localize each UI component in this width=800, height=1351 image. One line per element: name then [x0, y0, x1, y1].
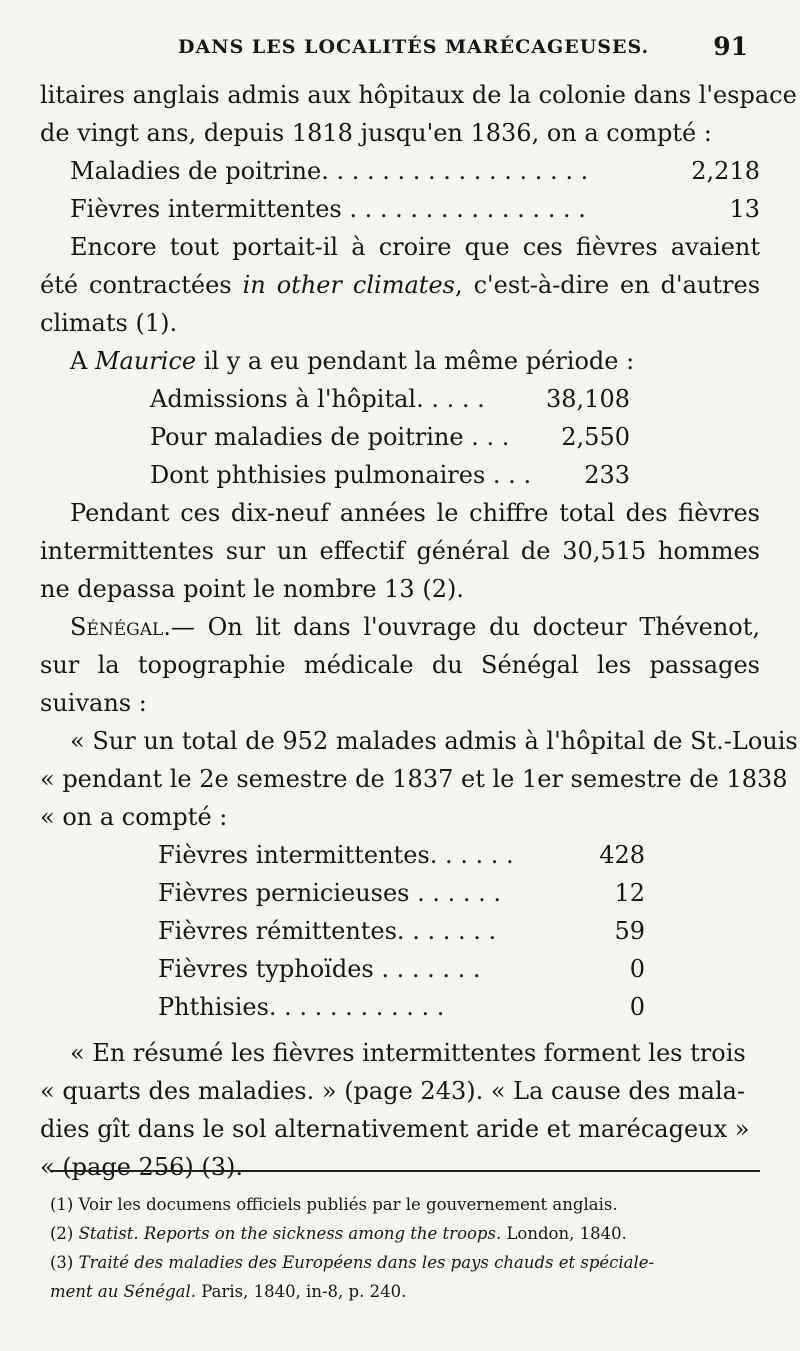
list-item-label: Fièvres intermittentes . . . . . . . . . . . . . . . . — [70, 195, 586, 223]
list-item-value: 0 — [629, 955, 645, 983]
paragraph-maurice: A Maurice il y a eu pendant la même période : — [70, 347, 635, 375]
list-item — [40, 874, 760, 912]
quotation-summary — [40, 1034, 760, 1186]
list-item — [40, 152, 760, 190]
list-item-value: 0 — [629, 993, 645, 1021]
list-item-value: 38,108 — [546, 385, 630, 413]
list-item — [40, 988, 760, 1026]
page-number: 91 — [713, 32, 748, 61]
footnotes — [50, 1190, 770, 1306]
list-item — [40, 836, 760, 874]
list-item-label: Fièvres typhoïdes . . . . . . . — [158, 955, 481, 983]
page-header — [0, 30, 800, 70]
quote-line: dies gît dans le sol alternativement aride et marécageux » — [40, 1115, 750, 1143]
list-item-label: Maladies de poitrine. . . . . . . . . . . . . . . . . . — [70, 157, 589, 185]
list-item — [40, 912, 760, 950]
paragraph-continued — [40, 76, 797, 152]
list-item-value: 2,550 — [561, 423, 630, 451]
quote-line: « En résumé les fièvres intermittentes forment les trois — [70, 1039, 746, 1067]
footnote-2: (2) Statist. Reports on the sickness among the troops. London, 1840. — [50, 1224, 627, 1243]
list-item-value: 13 — [729, 195, 760, 223]
list-item-value: 12 — [614, 879, 645, 907]
list-item-value: 2,218 — [691, 157, 760, 185]
list-item-label: Fièvres rémittentes. . . . . . . — [158, 917, 497, 945]
paragraph-nineteen-years: Pendant ces dix-neuf années le chiffre total des fièvres intermittentes sur un effectif général de 30,515 hommes ne depassa point le nombre 13 (2). — [40, 499, 760, 603]
quote-line: « quarts des maladies. » (page 243). « La cause des mala- — [40, 1077, 746, 1105]
list-item — [40, 418, 760, 456]
page-body — [40, 76, 798, 1186]
list-item-label: Pour maladies de poitrine . . . — [150, 423, 510, 451]
section-heading-senegal: Sénégal. — [70, 613, 171, 641]
footnote-3-continued: ment au Sénégal. Paris, 1840, in-8, p. 240. — [50, 1282, 407, 1301]
quote-line: « pendant le 2e semestre de 1837 et le 1er semestre de 1838 — [40, 765, 788, 793]
list-item — [40, 950, 760, 988]
list-item — [40, 190, 760, 228]
list-item-value: 428 — [599, 841, 645, 869]
list-item — [40, 456, 760, 494]
list-item-value: 233 — [584, 461, 630, 489]
statistics-list-maurice — [40, 380, 760, 494]
statistics-list-colony — [40, 152, 760, 228]
list-item-label: Fièvres pernicieuses . . . . . . — [158, 879, 502, 907]
italic-phrase: in other climates — [242, 271, 455, 299]
list-item-label: Fièvres intermittentes. . . . . . — [158, 841, 514, 869]
text-line: de vingt ans, depuis 1818 jusqu'en 1836, on a compté : — [40, 119, 712, 147]
list-item — [40, 380, 760, 418]
statistics-list-senegal — [40, 836, 760, 1026]
running-head: DANS LES LOCALITÉS MARÉCAGEUSES. — [178, 36, 650, 58]
list-item-value: 59 — [614, 917, 645, 945]
list-item-label: Phthisies. . . . . . . . . . . . — [158, 993, 445, 1021]
list-item-label: Dont phthisies pulmonaires . . . — [150, 461, 532, 489]
paragraph-climates: Encore tout portait-il à croire que ces fièvres avaient été contractées in other climates, c'est-à-dire en d'autres climats (1). — [40, 233, 761, 337]
italic-place-name: Maurice — [94, 347, 197, 375]
quote-line: « Sur un total de 952 malades admis à l'hôpital de St.-Louis — [70, 727, 798, 755]
footnote-3: (3) Traité des maladies des Européens dans les pays chauds et spéciale- — [50, 1253, 655, 1272]
quotation-intro — [40, 722, 798, 836]
paragraph-senegal: Sénégal.— On lit dans l'ouvrage du docteur Thévenot, sur la topographie médicale du Sénégal les passages suivans : — [40, 613, 760, 717]
text-line: litaires anglais admis aux hôpitaux de la colonie dans l'espace — [40, 81, 797, 109]
footnote-1: (1) Voir les documens officiels publiés par le gouvernement anglais. — [50, 1195, 618, 1214]
list-item-label: Admissions à l'hôpital. . . . . — [150, 385, 485, 413]
quote-line: « (page 256) (3). — [40, 1153, 243, 1181]
quote-line: « on a compté : — [40, 803, 228, 831]
footnote-divider — [50, 1170, 760, 1172]
